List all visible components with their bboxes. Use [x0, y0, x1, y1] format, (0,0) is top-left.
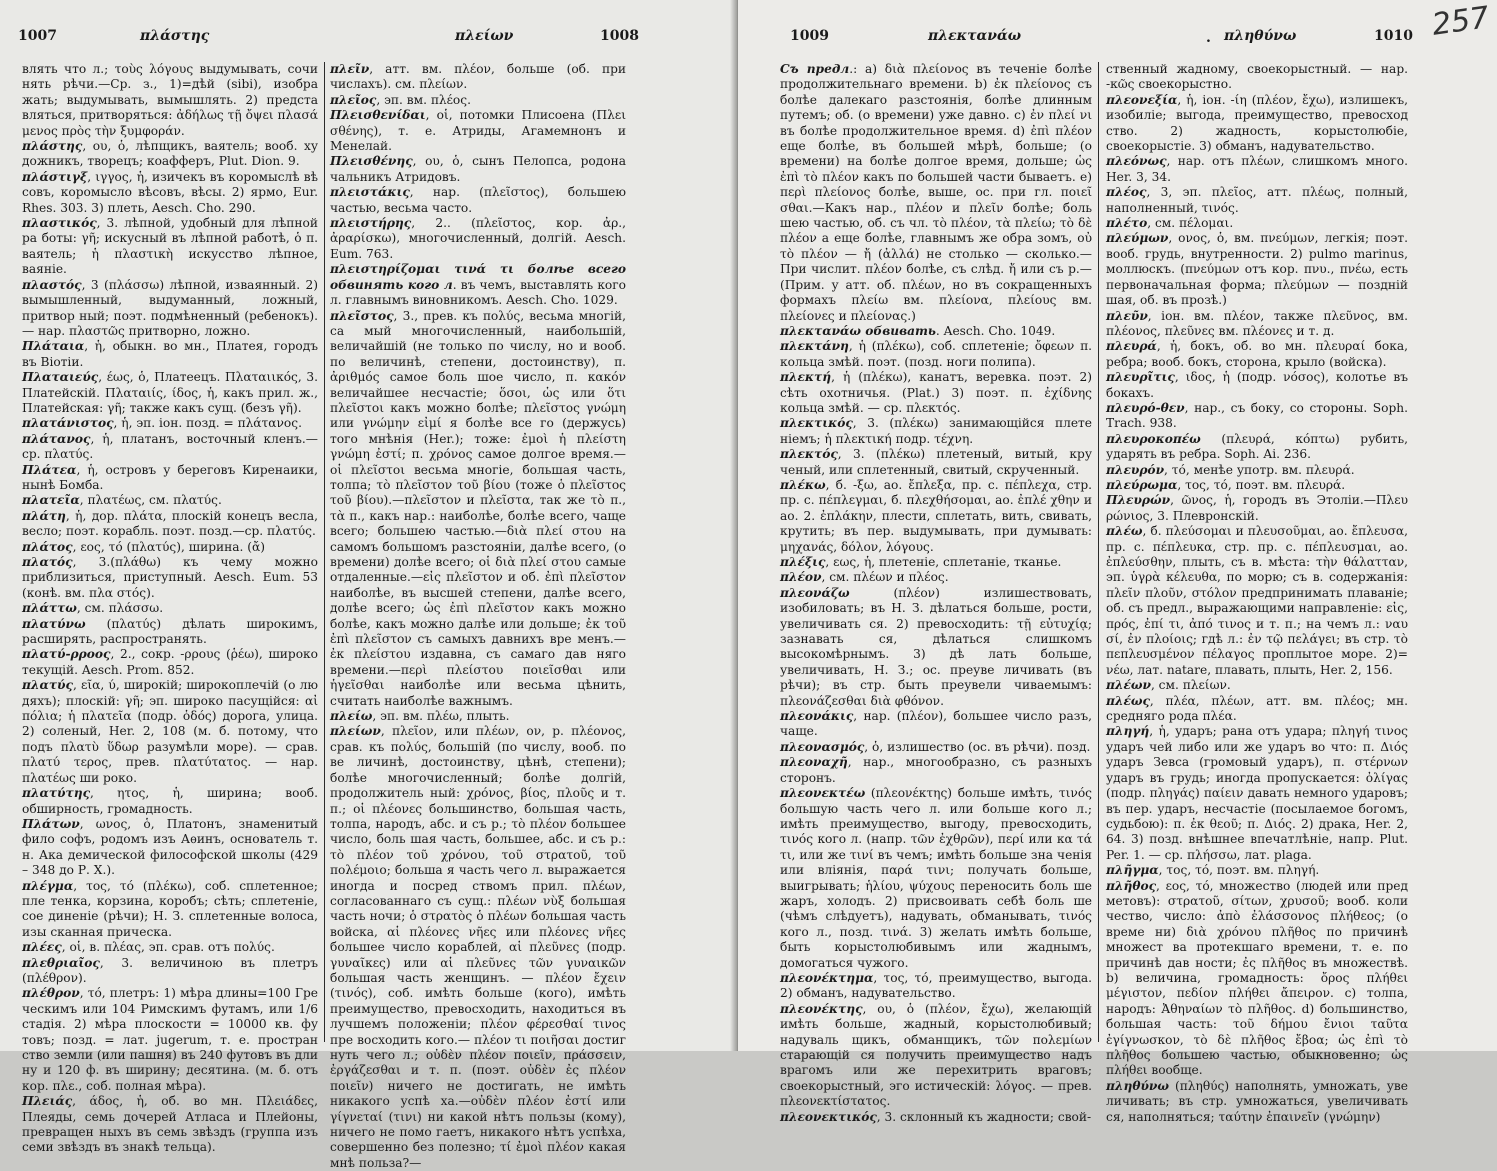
- dictionary-entry: πλέες, οἱ, в. πλέας, эп. срав. отъ πολύς.: [22, 940, 275, 955]
- left-page-column-1: [22, 62, 318, 1155]
- ink-mark: .: [1206, 30, 1211, 46]
- dictionary-entry: πλεκτάνη, ἡ (πλέκω), соб. сплетеніе; ὄφεων π. кольца змѣй. поэт. (позд. ноги полипа).: [780, 339, 1092, 369]
- dictionary-entry: πλειστήρης, 2.. (πλεῖστος, кор. ἀρ., ἀραρίσκω), многочисленный, долгій. Aesch. Eum. 763.: [330, 216, 626, 261]
- page-number-1009: 1009: [790, 28, 829, 44]
- left-page-column-2: [330, 62, 626, 1170]
- dictionary-entry: Съ предл.: а) διὰ πλείονος въ теченіе болѣе продолжительнаго времени. b) ἐκ πλείονος съ болѣе далекаго разстоянія, болѣе длинным путемъ; об. (о времени) уже давно. с) ἐν πλεί νι въ болѣе продолжительное время. d) ἐπὶ πλέον еще болѣе, въ большей мѣрѣ, больше; (о времени) на болѣе долгое время, дольше; ὡς ἐπὶ τὸ πλέον какъ по большей части бываетъ. е) περὶ πλείονος болѣе, выше, ос. при гл. ποιεῖ σθαι.—Какъ нар., πλέον и πλεῖν болѣе; боль шею частью, об. съ чл. τὸ πλέον, τὰ πλείω; τὸ δὲ πλέον а еще болѣе, главнымъ же обра зомъ, οὐ τὸ πλέον — ἤ (ἀλλά) не столько — сколько.—При числит. πλέον болѣе, съ слѣд. ἤ или съ р.—(Прим. у атт. об. πλέων, но въ сокращенныхъ формахъ πλείω вм. πλείονα, πλείους вм. πλείονες и πλείονας.): [780, 62, 1092, 323]
- dictionary-entry: Πλάτων, ωνος, ὁ, Платонъ, знаменитый фило софъ, родомъ изъ Аѳинъ, основатель т. н. Ака демической философской школы (429 – 348 до Р. Х.).: [22, 816, 318, 878]
- column-rule: [324, 62, 325, 1042]
- running-head-word-b: πλείων: [455, 28, 514, 44]
- dictionary-entry: πλειστηρίζομαι τινά τι болѣе всего обвинять кого л. въ чемъ, выставлять кого л. главнымъ виновникомъ. Aesch. Cho. 1029.: [330, 262, 626, 308]
- dictionary-entry: πλάτανος, ἡ, платанъ, восточный кленъ.—ср. πλατύς.: [22, 431, 318, 462]
- dictionary-entry: πλατύ-ρροος, 2., сокр. -ρρους (ῥέω), широко текущій. Aesch. Prom. 852.: [22, 647, 318, 677]
- column-rule: [1098, 62, 1099, 1042]
- dictionary-entry: πλεονέκτης, ου, ὁ (πλέον, ἔχω), желающій имѣть больше, жадный, корыстолюбивый; надуваль щикъ, обманщикъ, τῶν πολεμίων старающій ся получить преимущество надъ врагомъ или же перехитрить враговъ; своекорыстный, эго истическій: λόγος. — прев. πλεονεκτίστατος.: [780, 1001, 1092, 1109]
- dictionary-entry: Πλεισθένης, ου, ὁ, сынъ Пелопса, родона чальникъ Атридовъ.: [330, 154, 626, 184]
- dictionary-entry: πλέως, πλέα, πλέων, атт. вм. πλέος; мн. средняго рода πλέα.: [1106, 693, 1408, 724]
- dictionary-entry: ственный жадному, своекорыстный. — нар. -κῶς своекорыстно.: [1106, 62, 1408, 92]
- dictionary-entry: πλεῖν, атт. вм. πλέον, больше (об. при числахъ). см. πλείων.: [330, 62, 626, 92]
- dictionary-entry: πλευρῖτις, ιδος, ἡ (подр. νόσος), колотье въ бокахъ.: [1106, 370, 1408, 400]
- dictionary-entry: πληγή, ἡ, ударъ; рана отъ удара; πληγή τινος ударъ чей либо или же ударъ во что: π. Διός ударъ Зевса (громовый ударъ), π. στέρνων ударъ въ грудь; иногда пропускается: ὀλίγας (подр. πληγάς) παίειν давать немного ударовъ; въ пер. ударъ, несчастіе (посылаемое богомъ, судьбою): π. ἐκ θεοῦ; π. Διός. 2) драка, Her. 2, 64. 3) позд. внѣшнее впечатлѣніе, напр. Plut. Per. 1. — ср. πλήσσω, лат. plaga.: [1106, 724, 1408, 862]
- dictionary-entry: πλέω, б. πλεύσομαι и πλευσοῦμαι, ао. ἔπλευσα, пр. с. πέπλευκα, стр. пр. с. πέπλευσμαι, ао. ἐπλεύσθην, плыть, съ в. мѣста: τὴν θάλατταν, эп. ὑγρὰ κέλευθα, по морю; съ в. содержанія: πλεῖν πλοῦν, στόλον предпринимать плаваніе; об. съ предл., выражающими направленіе: εἰς, πρός, ἐπί τι, ἀπό τινος и т. п.; на чемъ л.: ναυ σί, ἐν πλοίοις; гдѣ л.: ἐν τῷ πελάγει; въ стр. τὸ πεπλευσμένον πέλαγος проплытое море. 2)= νέω, лат. natare, плавать, плыть, Her. 2, 156.: [1106, 524, 1408, 677]
- dictionary-entry: πλεῖστος, 3., прев. къ πολύς, весьма многій, са мый многочисленный, наибольшій, величайшій (не только по числу, но и вооб. по величинѣ, степени, достоинству), π. ἀριθμός самое боль шое число, π. κακόν величайшее несчастіе; ὅσοι, ὡς или ὅτι πλεῖστοι какъ можно болѣе; πλεῖστος γνώμη или γνώμην εἰμί я болѣе все го (держусь) того мнѣнія (Her.); тоже: ἐμοὶ ἡ πλείστη γνώμη ἐστί; π. χρόνος самое долгое время.—οἱ πλεῖστοι весьма многіе, большая часть, толпа; τὸ πλεῖστον τοῦ βίου (тоже ὁ πλεῖστος τοῦ βίου).—πλεῖστον и πλεῖστα, так же τὸ π., τὰ π., какъ нар.: наиболѣе, болѣе всего, чаще всего; большею частью.—διὰ πλεί στου на самомъ большомъ разстояніи, далѣе всего, (о времени) долѣе всего; οἱ διὰ πλεί στου самые отдаленные.—εἰς πλεῖστον и об. ἐπὶ πλεῖστον наиболѣе, въ высшей степени, далѣе всего, долѣе всего; ὡς ἐπὶ πλεῖστον какъ можно болѣе, какъ можно далѣе или дольше; ἐκ τοῦ ἐπὶ πλεῖστον съ самыхъ давнихъ вре менъ.—ἐκ πλείστου издавна, съ самаго дав няго времени.—περὶ πλείστου ποιεῖσθαι или ἡγεῖσθαι наиболѣе или весьма цѣнить, считать наиболѣе важнымъ.: [330, 308, 626, 708]
- dictionary-entry: πλαστικός, 3. лѣпной, удобный для лѣпной ра боты: γῆ; искусный въ лѣпной работѣ, ὁ π. ваятель; ἡ πλαστικὴ искусство лѣпное, ваяніе.: [22, 216, 318, 277]
- page-number-1010: 1010: [1374, 28, 1413, 44]
- left-page: [0, 0, 738, 1170]
- dictionary-entry: πλεκτή, ἡ (πλέκω), канатъ, веревка. поэт. 2) сѣть охотничья. (Plat.) 3) поэт. π. ἐχίδνης кольца змѣй. — ср. πλεκτός.: [780, 370, 1092, 415]
- dictionary-entry: πλέξις, εως, ἡ, плетеніе, сплетаніе, тканье.: [780, 555, 1062, 569]
- running-head-word-d: πληθύνω: [1224, 28, 1297, 44]
- dictionary-entry: πλεκτός, 3. (πλέκω) плетеный, витый, кру ченый, или сплетенный, свитый, скрученный.: [780, 447, 1092, 477]
- dictionary-entry: πλατός, 3.(πλάθω) къ чему можно приблизиться, приступный. Aesch. Eum. 53 (конѣ. вм. πλα στός).: [22, 555, 318, 600]
- dictionary-entry: πλεονάζω (πλέον) излишествовать, изобиловать; въ Н. З. дѣлаться больше, рости, увеличивать ся. 2) превосходить: τῇ εὐτυχίᾳ; зазнавать ся, дѣлаться слишкомъ высокомѣрнымъ. 3) дѣ лать больше, увеличивать, Н. З.; ос. преуве личивать (въ рѣчи); въ стр. быть преувели чиваемымъ: πλεονάζεσθαι διὰ φθόνον.: [780, 585, 1092, 708]
- dictionary-entry: πλευρόν, τό, менѣе употр. вм. πλευρά.: [1106, 462, 1355, 477]
- dictionary-entry: πλαστός, 3 (πλάσσω) лѣпной, изваянный. 2) вымышленный, выдуманный, ложный, притвор ный; поэт. подмѣненный (ребенокъ). — нар. πλαστῶς притворно, ложно.: [22, 277, 318, 338]
- dictionary-entry: πλέον, см. πλέων и πλέος.: [780, 570, 949, 585]
- dictionary-entry: πλατύτης, ητος, ἡ, ширина; вооб. обширность, громадность.: [22, 786, 318, 816]
- dictionary-entry: πλεῖος, эп. вм. πλέος.: [330, 92, 471, 107]
- dictionary-entry: πλέων, см. πλείων.: [1106, 678, 1231, 693]
- right-page: [738, 0, 1497, 1124]
- dictionary-entry: πλεονεξία, ἡ, іон. -ίη (πλέον, ἔχω), излишекъ, изобиліе; выгода, преимущество, превосход ство. 2) жадность, корыстолюбіе, своекорыстіе. 3) обманъ, надувательство.: [1106, 92, 1408, 154]
- dictionary-entry: πλέτο, см. πέλομαι.: [1106, 216, 1234, 231]
- dictionary-entry: πλάστιγξ, ιγγος, ἡ, изичекъ въ коромыслѣ вѣ совъ, коромысло вѣсовъ, вѣсы. 2) ярмо, Eur. Rhes. 303. 3) плеть, Aesch. Cho. 290.: [22, 169, 318, 215]
- dictionary-entry: πλεονέκτημα, τος, τό, преимущество, выгода. 2) обманъ, надувательство.: [780, 970, 1092, 1001]
- dictionary-entry: πλευροκοπέω (πλευρά, κόπτω) рубить, ударять въ ребра. Soph. Ai. 236.: [1106, 431, 1408, 462]
- dictionary-entry: Πλευρών, ῶνος, ἡ, городъ въ Этоліи.—Πλευ ρώνιος, 3. Плевронскій.: [1106, 493, 1408, 523]
- dictionary-entry: πλέος, 3, эп. πλεῖος, атт. πλέως, полный, наполненный, τινός.: [1106, 185, 1408, 215]
- dictionary-entry: πλεύρωμα, τος, τό, поэт. вм. πλευρά.: [1106, 477, 1346, 492]
- dictionary-entry: πλεκτανάω обвивать. Aesch. Cho. 1049.: [780, 323, 1056, 338]
- dictionary-entry: Πλεισθενίδαι, οἱ, потомки Плисоена (Πλει σθένης), т. е. Атриды, Агамемнонъ и Менелай.: [330, 108, 626, 154]
- dictionary-entry: πλάτη, ἡ, дор. πλάτα, плоскій конецъ весла, весло; поэт. корабль. поэт. позд.—ср. πλατύς.: [22, 508, 318, 539]
- dictionary-entry: πλείων, πλεῖον, или πλέων, ον, р. πλέονος, срав. къ πολύς, большій (по числу, вооб. по ве личинѣ, достоинству, цѣнѣ, степени); болѣе многочисленный; болѣе долгій, продолжитель ный: χρόνος, βίος, πλοῦς и т. п.; οἱ πλέονες большинство, большая часть, толпа, народъ, абс. и съ р.; τὸ πλέον большее число, боль шая часть, большее, абс. и съ р.: τὸ πλέον τοῦ χρόνου, τοῦ στρατοῦ, τοῦ πολέμοιο; больша я часть чего л. выражается иногда и посред ствомъ прил. πλέων, согласованнаго съ сущ.: πλέων νὺξ большая часть ночи; ὁ στρατὸς ὁ πλέων большая часть войска, αἱ πλέονες νῆες или πλέονες νῆες большее число кораблей, αἱ πλεῦνες (подр. γυναῖκες) или αἱ πλεῦνες τῶν γυναικῶν большая часть женщинъ. — πλέον ἔχειν (τινός), соб. имѣть больше (кого), имѣть преимущество, превосходить, находиться въ лучшемъ положеніи; πλέον φέρεσθαί τινος пре восходить кого.— πλέον τι ποιῆσαι достиг нуть чего л.; οὐδὲν πλέον ποιεῖν, πράσσειν, ἐργάζεσθαι и т. п. (поэт. οὐδὲν ἐς πλέον ποιεῖν) ничего не достигать, не имѣть никакого успѣ ха.—οὐδὲν πλέον ἐστί или γίγνεταί (τινι) ни какой нѣтъ пользы (кому), ничего не помо гаетъ, никакого нѣтъ успѣха, совершенно без полезно; τί ἐμοὶ πλέον какая мнѣ польза?—: [330, 724, 626, 1170]
- dictionary-entry: πλεύμων, ονος, ὁ, вм. πνεύμων, легкія; поэт. вооб. грудь, внутренности. 2) pulmo marinus, моллюскъ. (πνεύμων отъ кор. πνυ., πνέω, есть первоначальная форма; πλεύμων — поздній шая, об. въ прозѣ.): [1106, 231, 1408, 308]
- dictionary-entry: πλεονεκτικός, 3. склонный къ жадности; свой-: [780, 1109, 1092, 1124]
- right-page-column-2: [1106, 62, 1408, 1124]
- dictionary-entry: πλάτος, εος, τό (πλατύς), ширина. (ἄ): [22, 539, 265, 554]
- page-number-1007: 1007: [18, 28, 57, 44]
- dictionary-entry: πλέκω, б. -ξω, ао. ἔπλεξα, пр. с. πέπλεχα, стр. пр. с. πέπλεγμαι, б. πλεχθήσομαι, ао. ἐπλέ χθην и ао. 2. ἐπλάκην, плести, сплетать, вить, свивать, крутить; въ пер. выдумывать, при думывать: μηχανάς, δόλον, λόγους.: [780, 477, 1092, 554]
- dictionary-entry: πληθύνω (πληθύς) наполнять, умножать, уве личивать; въ стр. умножаться, увеличивать ся, наполняться; ταύτην ἐπαινεῖν (γνώμην): [1106, 1078, 1408, 1124]
- page-number-1008: 1008: [600, 28, 639, 44]
- dictionary-entry: πλειστάκις, нар. (πλεῖστος), большею частью, весьма часто.: [330, 185, 626, 215]
- running-head-word-a: πλάστης: [140, 28, 210, 44]
- dictionary-entry: Πλάταια, ἡ, обыкн. во мн., Платея, городъ въ Віотіи.: [22, 339, 318, 369]
- dictionary-entry: Πλειάς, άδος, ἡ, об. во мн. Πλειάδες, Плеяды, семь дочерей Атласа и Плейоны, превращен ныхъ въ семь звѣздъ (группа изъ семи звѣздъ въ знакѣ тельца).: [22, 1094, 318, 1155]
- dictionary-entry: πλέθρον, τό, плетръ: 1) мѣра длины=100 Гре ческимъ или 104 Римскимъ футамъ, или 1/6 стадія. 2) мѣра плоскости = 10000 кв. фу товъ; позд. = лат. jugerum, т. е. простран ство земли (или пашня) въ 240 футовъ въ дли ну и 120 ф. въ ширину; десятина. (м. б. отъ кор. πλε., соб. полная мѣра).: [22, 986, 318, 1093]
- dictionary-entry: πλεῦν, іон. вм. πλέον, также πλεῦνος, вм. πλέονος, πλεῦνες вм. πλέονες и т. д.: [1106, 308, 1408, 338]
- dictionary-entry: πλείω, эп. вм. πλέω, плыть.: [330, 709, 510, 724]
- dictionary-entry: πλεόνως, нар. отъ πλέων, слишкомъ много. Her. 3, 34.: [1106, 154, 1408, 184]
- dictionary-entry: πλεονασμός, ὁ, излишество (ос. въ рѣчи). позд.: [780, 739, 1091, 754]
- dictionary-entry: πλῆγμα, τος, τό, поэт. вм. πληγή.: [1106, 863, 1320, 878]
- dictionary-entry: πλεονάκις, нар. (πλέον), большее число разъ, чаще.: [780, 709, 1092, 739]
- dictionary-entry: πλέγμα, τος, τό (πλέκω), соб. сплетенное; пле тенка, корзина, коробъ; сѣть; сплетеніе, сое диненіе (рѣчи); Н. З. сплетенные волоса, изы сканная прическа.: [22, 878, 318, 939]
- dictionary-entry: πλῆθος, εος, τό, множество (людей или пред метовъ): στρατοῦ, σίτων, χρυσοῦ; вооб. коли чество, число: ἀπὸ ἐλάσσονος πλήθεος; (о време ни) διὰ χρόνου πλῆθος по причинѣ множест ва протекшаго времени, т. е. по причинѣ дав ности; ἐς πλῆθος въ множествѣ. b) величина, громадность: ὄρος πλήθει μέγιστον, πεδίον πλήθει ἄπειρον. с) толпа, народъ: Ἀθηναίων τὸ πλῆθος. d) большинство, большая часть: τοῦ δήμου ἔνιοι ταῦτα ἐγίγνωσκον, τὸ δὲ πλῆθος ἔβοα; ὡς ἐπὶ τὸ πλῆθος большею частью, обыкновенно; ὡς πλήθει вообще.: [1106, 878, 1408, 1078]
- dictionary-entry: πλατύνω (πλατύς) дѣлать широкимъ, расширять, распространять.: [22, 616, 318, 647]
- dictionary-entry: πλεθριαῖος, 3. величиною въ плетръ (πλέθρον).: [22, 955, 318, 985]
- right-page-column-1: [780, 62, 1092, 1124]
- dictionary-entry: πλατάνιστος, ἡ, эп. іон. позд. = πλάτανος.: [22, 416, 302, 431]
- dictionary-entry: Πλάτεα, ἡ, островъ у береговъ Киренаики, нынѣ Бомба.: [22, 462, 318, 492]
- dictionary-entry: πλευρά, ἡ, бокъ, об. во мн. πλευραί бока, ребра; вооб. бокъ, сторона, крыло (войска).: [1106, 339, 1408, 369]
- dictionary-entry: πλεοναχῆ, нар., многообразно, съ разныхъ сторонъ.: [780, 755, 1092, 785]
- running-head-word-c: πλεκτανάω: [928, 28, 1022, 44]
- dictionary-entry: πλατύς, εῖα, ύ, широкій; широкоплечій (о лю дяхъ); плоскій: γῆ; эп. широко пасущійся: αἰ πόλια; ἡ πλατεῖα (подр. ὁδός) дорога, улица. 2) соленый, Her. 2, 108 (м. б. потому, что подъ πλατὺ ὕδωρ разумѣли море). — срав. πλατύ τερος, прев. πλατύτατος. — нар. πλατέως ши роко.: [22, 678, 318, 785]
- dictionary-entry: πλατεῖα, πλατέως, см. πλατύς.: [22, 493, 222, 508]
- dictionary-entry: πλευρό-θεν, нар., съ боку, со стороны. Soph. Trach. 938.: [1106, 400, 1408, 431]
- dictionary-entry: πλεονεκτέω (πλεονέκτης) больше имѣть, τινός большую часть чего л. или больше кого л.; имѣть преимущество, выгоду, превосходить, τινός кого л. (напр. τῶν ἐχθρῶν), περί или κα τά τι, или же τινί въ чемъ; имѣть больше зна ченія или вліянія, παρά τινι; получать больше, выигрывать; ἡλίου, ψύχους переносить боль ше жаръ, холодъ. 2) присвоивать себѣ боль ше (чѣмъ слѣдуетъ), надувать, обманывать, τινός кого л., позд. τινά. 3) желать имѣть больше, быть корыстолюбивымъ или жаднымъ, домогаться чужого.: [780, 786, 1092, 970]
- dictionary-entry: πλάττω, см. πλάσσω.: [22, 601, 164, 616]
- dictionary-entry: πλεκτικός, 3. (πλέκω) занимающійся плете ніемъ; ἡ πλεκτική подр. τέχνη.: [780, 416, 1092, 446]
- handwritten-page-note: 257: [1429, 0, 1492, 43]
- dictionary-entry: Πλαταιεύς, έως, ὁ, Платеецъ. Πλαταιικός, 3. Платейскій. Πλαταιίς, ίδος, ἡ, какъ прил. ж., Платейская: γῆ; также какъ сущ. (безъ γῆ).: [22, 370, 318, 415]
- dictionary-entry: πλάστης, ου, ὁ, лѣпщикъ, ваятель; вооб. ху дожникъ, творецъ; коафферъ, Plut. Dion. 9.: [22, 139, 318, 169]
- dictionary-entry: влять что л.; τοὺς λόγους выдумывать, сочи нять рѣчи.—Ср. з., 1)=дѣй (sibi), изобра жать; выдумывать, вымышлять. 2) предста вляться, притворяться: ἀδήλως τῇ ὄψει πλασά μενος πρὸς τὴν ξυμφοράν.: [22, 62, 318, 138]
